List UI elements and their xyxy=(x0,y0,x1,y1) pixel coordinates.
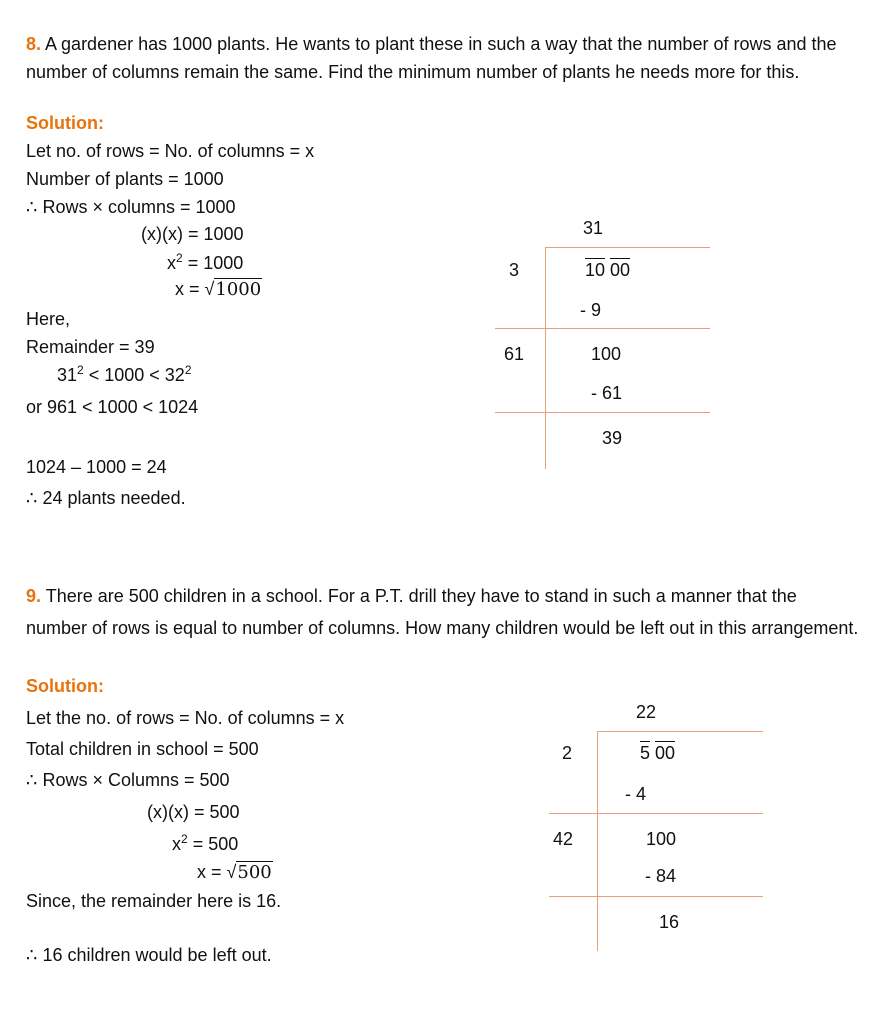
q8-dividend-a: 10 xyxy=(585,260,606,280)
q9-divisor-2: 42 xyxy=(553,829,574,849)
q9-question-text: There are 500 children in a school. For a P.T. drill they have to stand in such a manner that the number of rows is equal to number of columns. How many children would be left out in this arrangement. xyxy=(26,586,859,638)
q8-sqrt-lhs: x = xyxy=(175,279,205,299)
q8-solution-label: Solution: xyxy=(26,113,104,133)
q9-sub-1: - 4 xyxy=(625,784,647,804)
q8-x2-exp: 2 xyxy=(176,251,183,265)
q8-x-squared xyxy=(167,251,243,275)
q9-x2-rhs: = 500 xyxy=(187,834,239,854)
q8-ineq-b-exp: 2 xyxy=(184,363,192,377)
q8-quotient: 31 xyxy=(582,218,604,238)
q8-sqrt-line xyxy=(175,279,262,301)
q9-sqrt-lhs: x = xyxy=(197,862,227,882)
q8-divider-bottom xyxy=(495,412,710,413)
q9-line-4: (x)(x) = 500 xyxy=(147,802,240,822)
q9-solution-label: Solution: xyxy=(26,676,104,696)
q8-difference: 1024 – 1000 = 24 xyxy=(26,457,167,477)
q8-divider-top xyxy=(545,247,710,248)
q8-divisor-1: 3 xyxy=(509,260,520,280)
q8-inequality xyxy=(57,363,192,387)
q9-x2-base: x xyxy=(172,834,181,854)
q8-remainder-text: Remainder = 39 xyxy=(26,337,155,357)
q8-divider-vertical xyxy=(545,247,546,469)
q8-line-3: ∴ Rows × columns = 1000 xyxy=(26,197,236,217)
q8-dividend-b: 00 xyxy=(610,260,631,280)
q8-dividend xyxy=(585,260,630,282)
q9-divider-mid xyxy=(549,813,763,814)
q9-sqrt-arg: 500 xyxy=(237,862,272,883)
q8-divisor-2: 61 xyxy=(504,344,525,364)
q9-sub-2: - 84 xyxy=(645,866,677,886)
q8-line-2: Number of plants = 1000 xyxy=(26,169,224,189)
q9-divider-bottom xyxy=(549,896,763,897)
q8-line-4: (x)(x) = 1000 xyxy=(141,224,244,244)
q8-question xyxy=(26,30,861,86)
q9-divider-vertical xyxy=(597,731,598,951)
q8-inequality-2: or 961 < 1000 < 1024 xyxy=(26,397,199,417)
q8-here: Here, xyxy=(26,309,71,329)
q8-conclusion: ∴ 24 plants needed. xyxy=(26,488,186,508)
q9-quotient: 22 xyxy=(635,702,657,722)
q9-since: Since, the remainder here is 16. xyxy=(26,891,282,911)
q9-x-squared xyxy=(172,832,238,856)
q8-ineq-mid: < 1000 < 32 xyxy=(83,365,185,385)
q8-line-1: Let no. of rows = No. of columns = x xyxy=(26,141,315,161)
q8-ineq-a: 31 xyxy=(57,365,78,385)
q9-x2-exp: 2 xyxy=(181,832,188,846)
q8-question-text: A gardener has 1000 plants. He wants to plant these in such a way that the number of rows and the number of columns remain the same. Find the minimum number of plants he needs more for this. xyxy=(26,34,837,82)
q8-x2-rhs: = 1000 xyxy=(182,253,244,273)
q9-dividend-a: 5 xyxy=(640,743,651,763)
q8-final-remainder: 39 xyxy=(602,428,623,448)
q8-divider-mid xyxy=(495,328,710,329)
q8-number: 8. xyxy=(26,34,42,54)
q8-sub-2: - 61 xyxy=(591,383,623,403)
q9-line-3: ∴ Rows × Columns = 500 xyxy=(26,770,230,790)
q9-final-remainder: 16 xyxy=(659,912,680,932)
q9-number: 9. xyxy=(26,586,42,606)
sqrt-icon: √ xyxy=(204,279,215,299)
q9-dividend xyxy=(640,743,675,765)
q9-divisor-1: 2 xyxy=(562,743,573,763)
q9-sqrt-line xyxy=(197,862,273,884)
q9-line-1: Let the no. of rows = No. of columns = x xyxy=(26,708,345,728)
q9-dividend-b: 00 xyxy=(655,743,676,763)
q9-conclusion: ∴ 16 children would be left out. xyxy=(26,945,272,965)
q8-ineq-a-exp: 2 xyxy=(77,363,84,377)
sqrt-icon: √ xyxy=(226,862,237,882)
q9-next-dividend: 100 xyxy=(646,829,677,849)
q8-sub-1: - 9 xyxy=(580,300,602,320)
q9-line-2: Total children in school = 500 xyxy=(26,739,259,759)
q8-next-dividend: 100 xyxy=(591,344,622,364)
q8-x2-base: x xyxy=(167,253,176,273)
q9-divider-top xyxy=(597,731,763,732)
q8-sqrt-arg: 1000 xyxy=(215,279,262,300)
q9-question xyxy=(26,580,861,644)
